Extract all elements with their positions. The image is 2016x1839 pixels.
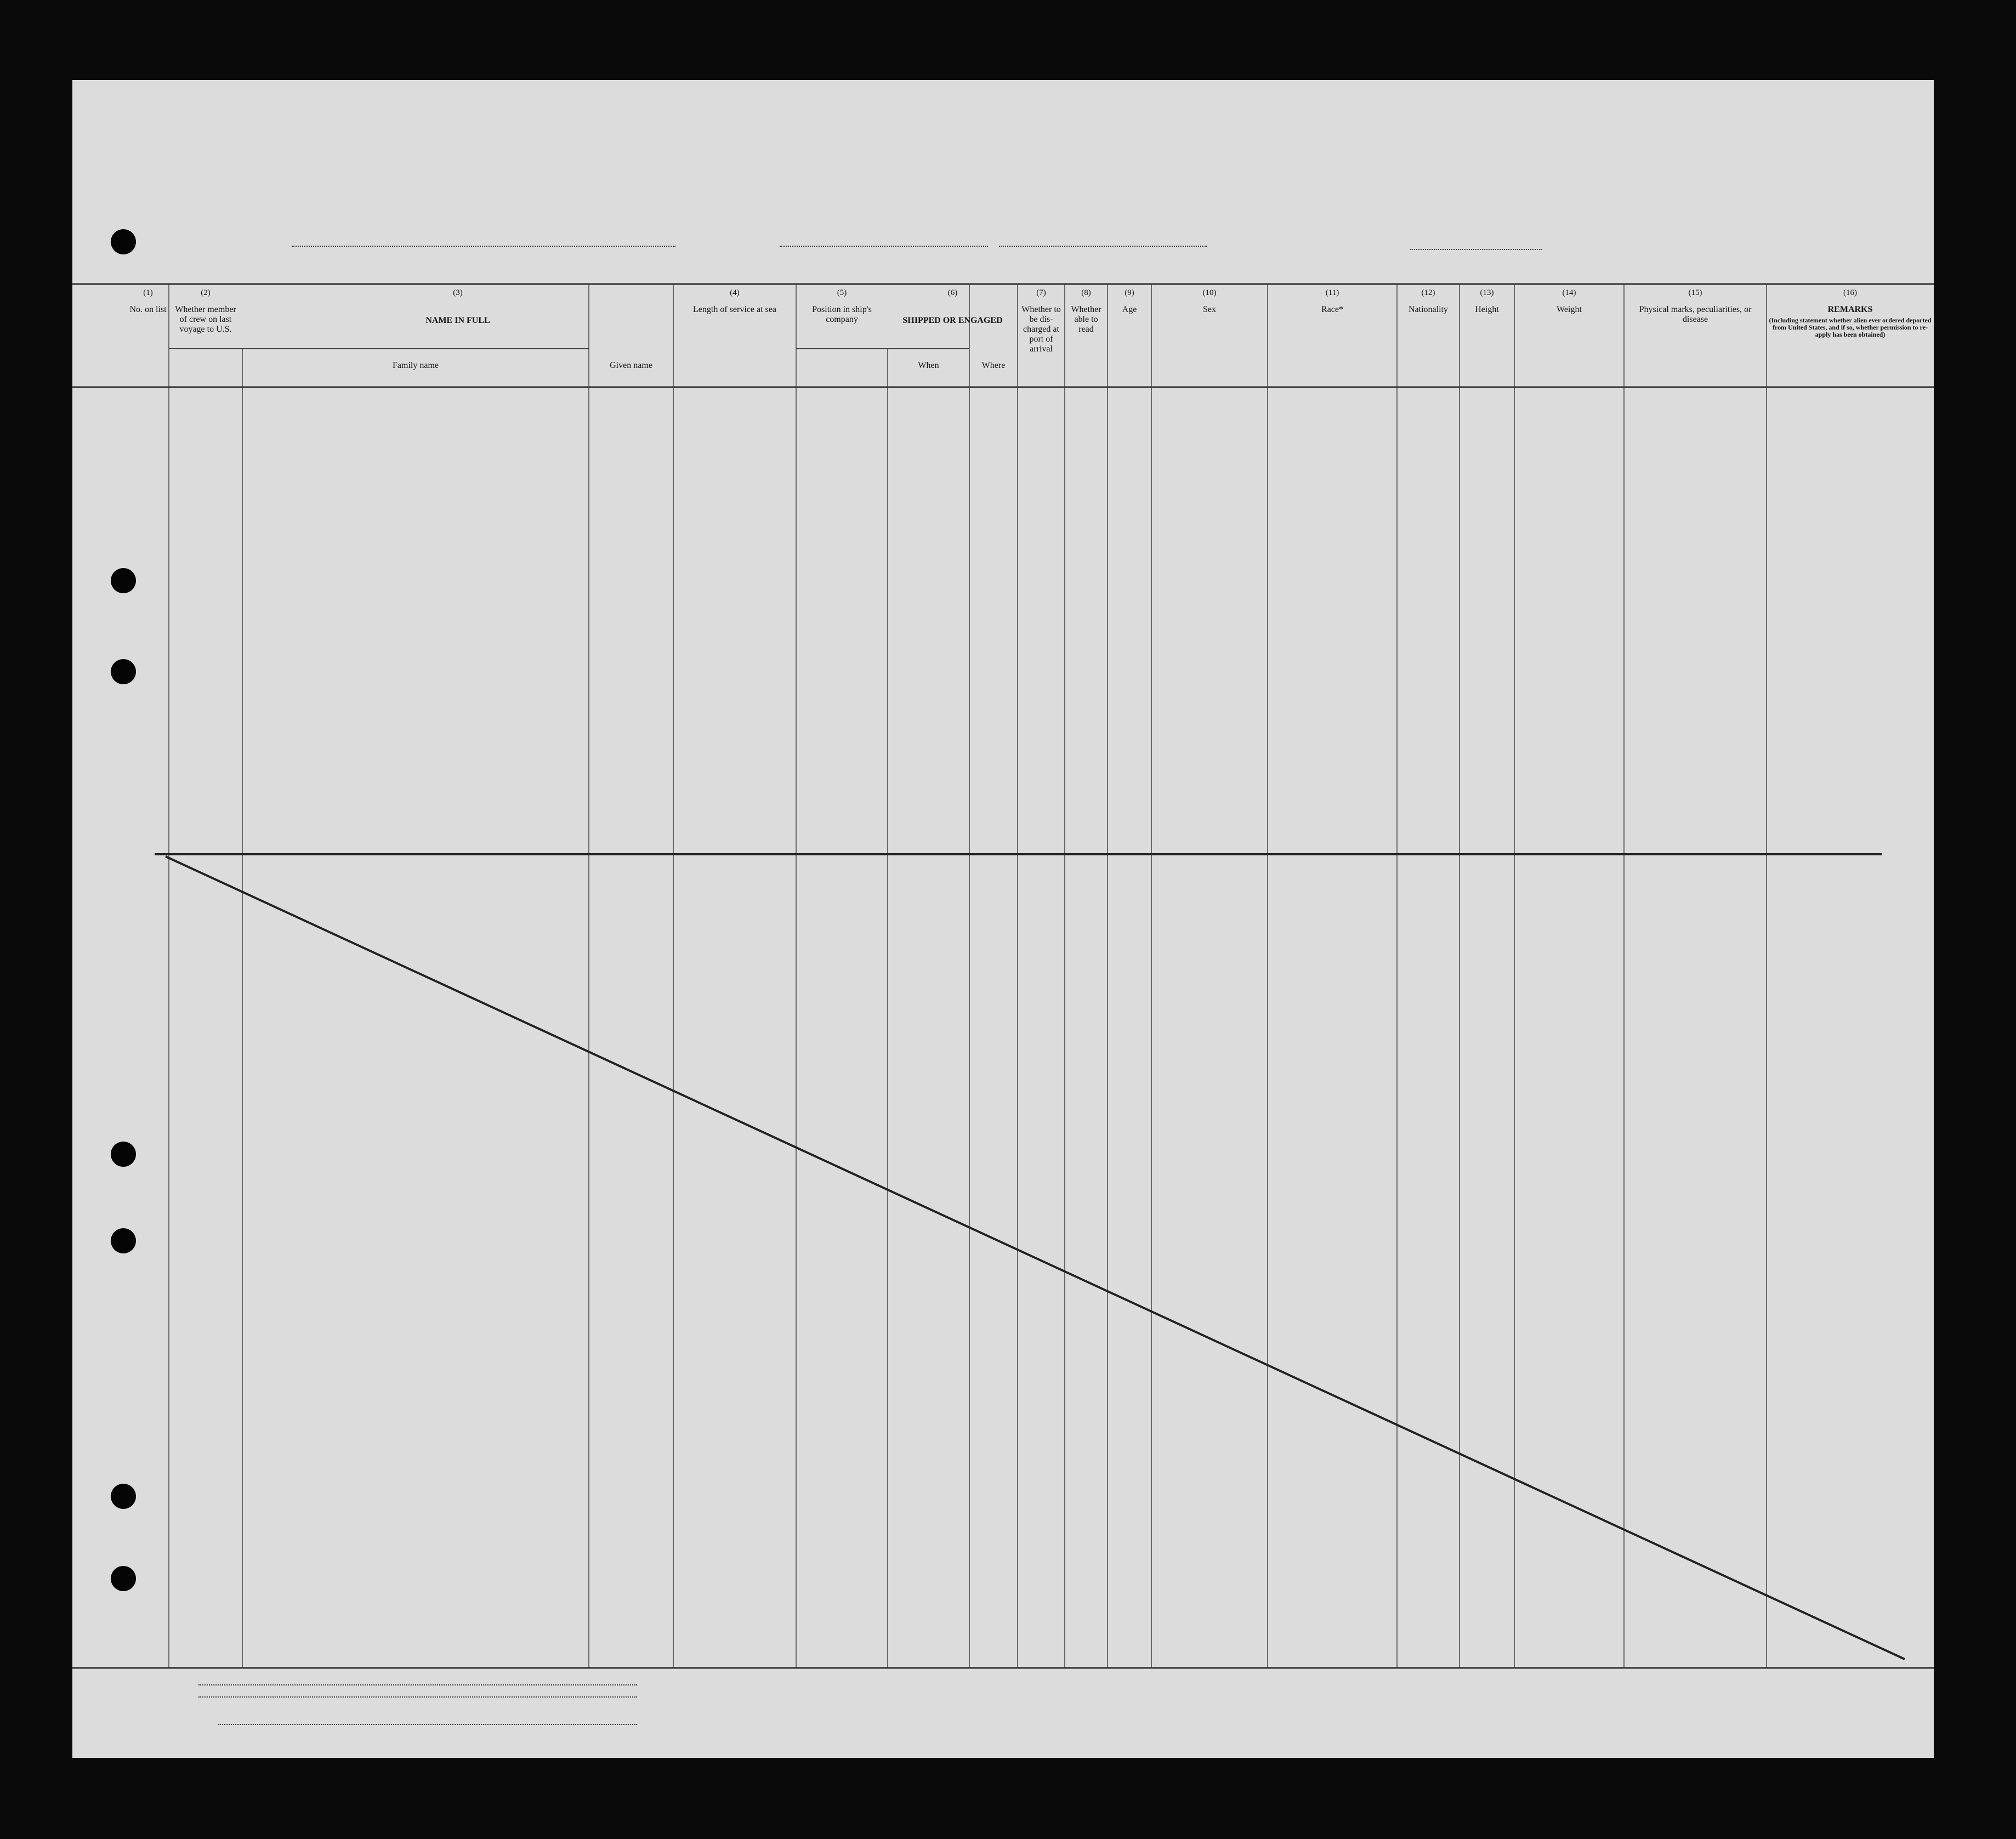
cancellation-diagonal [166,856,1905,1659]
column-number: (2) [201,288,211,297]
column-header: Age [1122,305,1137,314]
column-header: Weight [1557,305,1582,314]
column-number: (8) [1081,288,1091,297]
column-header: REMARKS [1827,305,1873,314]
column-number: (15) [1688,288,1702,297]
column-number: (7) [1036,288,1046,297]
column-header: Whether able to read [1071,305,1101,334]
column-header: Whether member of crew on last voyage to U.S. [175,305,236,334]
column-number: (4) [730,288,740,297]
column-header: SHIPPED OR ENGAGED [902,316,1003,325]
column-header-note: (Including statement whether alien ever ordered deported from United States, and if so, whether permission to re-apply has been obtained) [1769,316,1932,338]
column-header: No. on list [129,305,167,314]
column-header: Whether to be dis-charged at port of arrival [1021,305,1061,354]
column-subheader: Where [981,361,1006,370]
column-subheader: Family name [393,361,439,370]
column-number: (1) [143,288,153,297]
column-number: (11) [1325,288,1339,297]
column-header: NAME IN FULL [425,316,490,325]
column-subheader: Given name [610,361,652,370]
owners-value [198,1696,637,1698]
column-number: (10) [1202,288,1217,297]
column-number: (12) [1421,288,1435,297]
column-header: Sex [1203,305,1216,314]
column-number: (13) [1480,288,1494,297]
table-grid [72,80,1934,1758]
column-number: (9) [1125,288,1134,297]
manifest-sheet [72,80,1934,1758]
column-rules [169,284,1767,1668]
column-header: Race* [1321,305,1343,314]
agents-value [218,1724,637,1725]
column-header: Physical marks, peculiarities, or disease [1639,305,1752,324]
line-field [198,1684,637,1685]
column-header: Length of service at sea [693,305,776,314]
column-number: (6) [947,288,958,297]
column-header: Height [1475,305,1499,314]
column-number: (14) [1562,288,1576,297]
column-number: (5) [837,288,847,297]
column-subheader: When [918,361,939,370]
column-header: Nationality [1409,305,1448,314]
column-header: Position in ship's company [812,305,872,324]
column-number: (16) [1843,288,1857,297]
column-number: (3) [453,288,463,297]
